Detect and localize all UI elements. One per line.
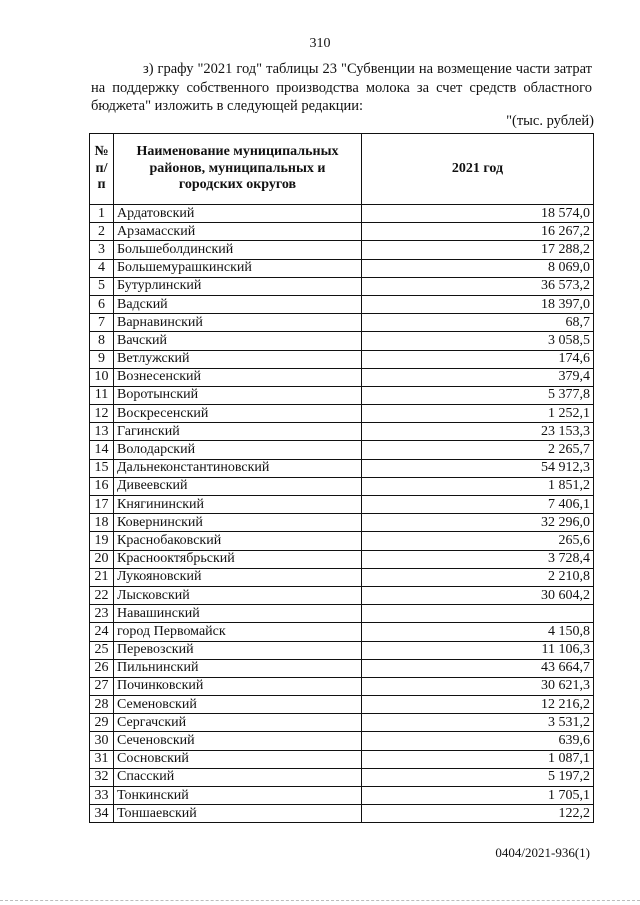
amount-value: 379,4 xyxy=(362,368,594,386)
district-name: Вадский xyxy=(114,295,362,313)
table-row xyxy=(90,205,594,223)
table-row xyxy=(90,332,594,350)
amount-value: 17 288,2 xyxy=(362,241,594,259)
district-name: Лукояновский xyxy=(114,568,362,586)
district-name: Ветлужский xyxy=(114,350,362,368)
row-number: 34 xyxy=(90,805,114,823)
table-row xyxy=(90,714,594,732)
district-name: Краснобаковский xyxy=(114,532,362,550)
district-name: Ковернинский xyxy=(114,514,362,532)
amount-value: 3 058,5 xyxy=(362,332,594,350)
table-row xyxy=(90,787,594,805)
row-number: 19 xyxy=(90,532,114,550)
units-label: "(тыс. рублей) xyxy=(506,113,594,129)
amount-value xyxy=(362,605,594,623)
row-number: 8 xyxy=(90,332,114,350)
table-row xyxy=(90,768,594,786)
amount-value: 8 069,0 xyxy=(362,259,594,277)
row-number: 17 xyxy=(90,496,114,514)
amount-value: 174,6 xyxy=(362,350,594,368)
district-name: Воскресенский xyxy=(114,405,362,423)
header-number: № п/п xyxy=(90,134,114,205)
amount-value: 1 252,1 xyxy=(362,405,594,423)
district-name: Сосновский xyxy=(114,750,362,768)
amount-value: 11 106,3 xyxy=(362,641,594,659)
district-name: Тонкинский xyxy=(114,787,362,805)
district-name: Большеболдинский xyxy=(114,241,362,259)
row-number: 7 xyxy=(90,314,114,332)
row-number: 20 xyxy=(90,550,114,568)
district-name: Воротынский xyxy=(114,386,362,404)
row-number: 23 xyxy=(90,605,114,623)
table-row xyxy=(90,223,594,241)
row-number: 31 xyxy=(90,750,114,768)
amount-value: 3 728,4 xyxy=(362,550,594,568)
amount-value: 30 621,3 xyxy=(362,677,594,695)
district-name: Лысковский xyxy=(114,586,362,604)
page-number: 310 xyxy=(309,36,331,51)
row-number: 27 xyxy=(90,677,114,695)
table-row xyxy=(90,314,594,332)
row-number: 24 xyxy=(90,623,114,641)
scan-artifact-line xyxy=(0,900,640,902)
row-number: 16 xyxy=(90,477,114,495)
amount-value: 2 265,7 xyxy=(362,441,594,459)
document-code: 0404/2021-936(1) xyxy=(495,845,590,860)
district-name: Починковский xyxy=(114,677,362,695)
amount-value: 1 705,1 xyxy=(362,787,594,805)
amount-value: 18 397,0 xyxy=(362,295,594,313)
amount-value: 2 210,8 xyxy=(362,568,594,586)
table-header-row xyxy=(90,134,594,205)
district-name: Большемурашкинский xyxy=(114,259,362,277)
header-year: 2021 год xyxy=(362,134,594,205)
table-body xyxy=(90,205,594,823)
intro-paragraph: з) графу "2021 год" таблицы 23 "Субвенции на возмещение части затрат на поддержку собственного производства молока за счет средств областного бюджета" изложить в следующей редакции: xyxy=(91,61,592,114)
district-name: Перевозский xyxy=(114,641,362,659)
district-name: Семеновский xyxy=(114,696,362,714)
amount-value: 265,6 xyxy=(362,532,594,550)
district-name: Княгининский xyxy=(114,496,362,514)
district-name: Навашинский xyxy=(114,605,362,623)
row-number: 10 xyxy=(90,368,114,386)
district-name: Сеченовский xyxy=(114,732,362,750)
row-number: 14 xyxy=(90,441,114,459)
amount-value: 54 912,3 xyxy=(362,459,594,477)
district-name: Спасский xyxy=(114,768,362,786)
amount-value: 1 087,1 xyxy=(362,750,594,768)
amount-value: 18 574,0 xyxy=(362,205,594,223)
header-name: Наименование муниципальных районов, муниципальных и городских округов xyxy=(114,134,362,205)
amount-value: 7 406,1 xyxy=(362,496,594,514)
table-row xyxy=(90,696,594,714)
row-number: 2 xyxy=(90,223,114,241)
table-row xyxy=(90,259,594,277)
district-name: город Первомайск xyxy=(114,623,362,641)
table-row xyxy=(90,605,594,623)
row-number: 9 xyxy=(90,350,114,368)
district-name: Володарский xyxy=(114,441,362,459)
district-name: Вознесенский xyxy=(114,368,362,386)
district-name: Тоншаевский xyxy=(114,805,362,823)
table-row xyxy=(90,241,594,259)
amount-value: 3 531,2 xyxy=(362,714,594,732)
amount-value: 4 150,8 xyxy=(362,623,594,641)
district-name: Варнавинский xyxy=(114,314,362,332)
row-number: 22 xyxy=(90,586,114,604)
amount-value: 68,7 xyxy=(362,314,594,332)
table-row xyxy=(90,568,594,586)
row-number: 26 xyxy=(90,659,114,677)
table-row xyxy=(90,677,594,695)
district-name: Сергачский xyxy=(114,714,362,732)
row-number: 15 xyxy=(90,459,114,477)
amount-value: 122,2 xyxy=(362,805,594,823)
table-row xyxy=(90,423,594,441)
amount-value: 5 197,2 xyxy=(362,768,594,786)
table-row xyxy=(90,477,594,495)
subsidy-table xyxy=(89,133,594,823)
district-name: Дальнеконстантиновский xyxy=(114,459,362,477)
table-row xyxy=(90,550,594,568)
district-name: Вачский xyxy=(114,332,362,350)
amount-value: 639,6 xyxy=(362,732,594,750)
row-number: 12 xyxy=(90,405,114,423)
row-number: 30 xyxy=(90,732,114,750)
district-name: Ардатовский xyxy=(114,205,362,223)
district-name: Гагинский xyxy=(114,423,362,441)
district-name: Дивеевский xyxy=(114,477,362,495)
row-number: 11 xyxy=(90,386,114,404)
row-number: 33 xyxy=(90,787,114,805)
district-name: Арзамасский xyxy=(114,223,362,241)
row-number: 29 xyxy=(90,714,114,732)
table-row xyxy=(90,641,594,659)
row-number: 6 xyxy=(90,295,114,313)
amount-value: 16 267,2 xyxy=(362,223,594,241)
amount-value: 36 573,2 xyxy=(362,277,594,295)
district-name: Бутурлинский xyxy=(114,277,362,295)
table-row xyxy=(90,659,594,677)
row-number: 18 xyxy=(90,514,114,532)
table-row xyxy=(90,295,594,313)
row-number: 13 xyxy=(90,423,114,441)
row-number: 3 xyxy=(90,241,114,259)
table-row xyxy=(90,441,594,459)
table-row xyxy=(90,405,594,423)
table-row xyxy=(90,496,594,514)
amount-value: 32 296,0 xyxy=(362,514,594,532)
table-row xyxy=(90,732,594,750)
row-number: 4 xyxy=(90,259,114,277)
amount-value: 5 377,8 xyxy=(362,386,594,404)
table-row xyxy=(90,277,594,295)
table-row xyxy=(90,623,594,641)
row-number: 21 xyxy=(90,568,114,586)
district-name: Пильнинский xyxy=(114,659,362,677)
amount-value: 23 153,3 xyxy=(362,423,594,441)
table-row xyxy=(90,586,594,604)
amount-value: 1 851,2 xyxy=(362,477,594,495)
district-name: Краснооктябрьский xyxy=(114,550,362,568)
table-row xyxy=(90,368,594,386)
row-number: 5 xyxy=(90,277,114,295)
amount-value: 30 604,2 xyxy=(362,586,594,604)
table-row xyxy=(90,805,594,823)
table-row xyxy=(90,750,594,768)
row-number: 1 xyxy=(90,205,114,223)
amount-value: 43 664,7 xyxy=(362,659,594,677)
row-number: 32 xyxy=(90,768,114,786)
row-number: 28 xyxy=(90,696,114,714)
table-row xyxy=(90,532,594,550)
table-row xyxy=(90,386,594,404)
table-row xyxy=(90,459,594,477)
row-number: 25 xyxy=(90,641,114,659)
amount-value: 12 216,2 xyxy=(362,696,594,714)
table-row xyxy=(90,514,594,532)
table-row xyxy=(90,350,594,368)
